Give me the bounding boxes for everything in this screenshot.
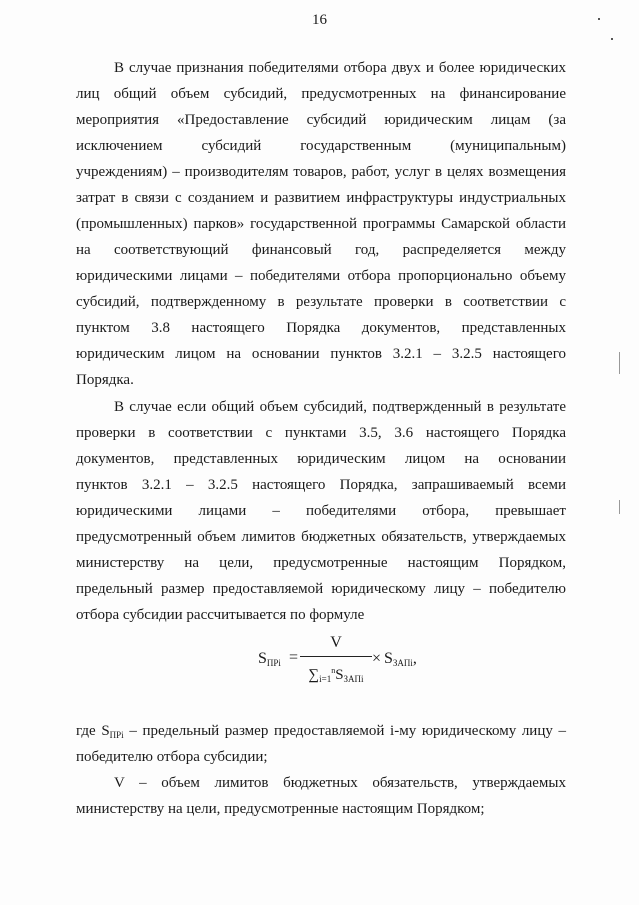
formula: [258, 632, 458, 692]
formula-rhs: $S_{ЗАПi}$,: [384, 650, 417, 668]
page-number: 16: [312, 12, 327, 28]
text-line: V – объем лимитов бюджетных обязательств, утверждаемых: [114, 775, 566, 791]
formula-fraction: [300, 632, 372, 689]
text-line: юридическим лицом на основании пунктов 3.2.1 – 3.2.5 настоящего: [76, 346, 566, 362]
text-line: лиц общий объем субсидий, предусмотренных на финансирование: [76, 86, 566, 102]
scan-speck: [619, 500, 620, 514]
text-line: В случае признания победителями отбора двух и более юридических: [114, 60, 566, 76]
scan-speck: [611, 38, 613, 40]
text-line: мероприятия «Предоставление субсидий юридическим лицам (за: [76, 112, 566, 128]
scan-speck: [619, 352, 620, 374]
text-line: Порядка.: [76, 372, 134, 388]
text-line: министерству на цели, предусмотренные настоящим Порядком,: [76, 555, 566, 571]
formula-denominator: $\sum_{i=1}^nS_{ЗАПi}$: [308, 666, 364, 684]
text-line: затрат в связи с созданием и развитием инфраструктуры индустриальных: [76, 190, 566, 206]
text-line: юридическими лицами – победителями отбора, превышает: [76, 503, 566, 519]
text-line: пунктов 3.2.1 – 3.2.5 настоящего Порядка, запрашиваемый всеми: [76, 477, 566, 493]
text-line: победителю отбора субсидии;: [76, 749, 268, 765]
text-line: пунктом 3.8 настоящего Порядка документов, представленных: [76, 320, 566, 336]
text-line: учреждениям) – производителям товаров, работ, услуг в целях возмещения: [76, 164, 566, 180]
text-line: исключением субсидий государственным (муниципальным): [76, 138, 566, 154]
text-line: министерству на цели, предусмотренные настоящим Порядком;: [76, 801, 485, 817]
text-line: В случае если общий объем субсидий, подтвержденный в результате: [114, 399, 566, 415]
text-line: где $S_{ПРi}$ – предельный размер предоставляемой i-му юридическому лицу –: [76, 723, 566, 740]
text-line: предельный размер предоставляемой юридическому лицу – победителю: [76, 581, 566, 597]
text-line: предусмотренный объем лимитов бюджетных обязательств, утверждаемых: [76, 529, 566, 545]
text-line: проверки в соответствии с пунктами 3.5, 3.6 настоящего Порядка: [76, 425, 566, 441]
text-line: юридическими лицами – победителями отбора пропорционально объему: [76, 268, 566, 284]
formula-equals: =: [289, 649, 299, 666]
fraction-bar: [300, 656, 372, 657]
formula-lhs: $S_{ПРi}$: [258, 650, 281, 668]
text-line: субсидий, подтвержденному в результате проверки в соответствии с: [76, 294, 566, 310]
text-line: (промышленных) парков» государственной программы Самарской области: [76, 216, 566, 232]
text-line: на соответствующий финансовый год, распределяется между: [76, 242, 566, 258]
scan-speck: [598, 18, 600, 20]
formula-times: ×: [372, 650, 382, 667]
formula-numerator: V: [330, 634, 342, 651]
text-line: документов, представленных юридическим лицом на основании: [76, 451, 566, 467]
text-line: отбора субсидии рассчитывается по формуле: [76, 607, 365, 623]
